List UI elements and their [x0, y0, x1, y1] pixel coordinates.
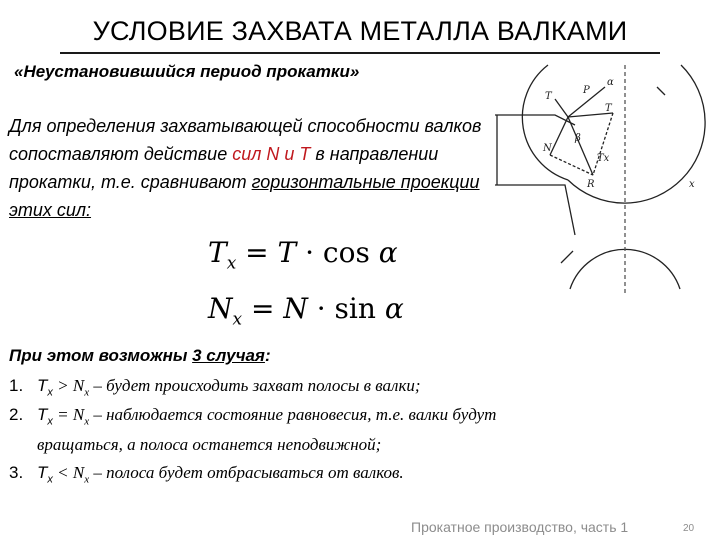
label-r: R: [587, 179, 595, 190]
formula-nx-var: N: [283, 292, 308, 325]
rotation-arrow-upper: [657, 87, 665, 95]
case-relation: <: [52, 463, 73, 482]
strip-bottom-edge: [495, 185, 575, 235]
slide-subtitle: «Неустановившийся период прокатки»: [14, 62, 360, 81]
formula-nx: [208, 292, 404, 330]
case-number: 2.: [9, 405, 24, 424]
formula-nx-angle: α: [384, 292, 404, 325]
case-text: – наблюдается состояние равновесия, т.е. валки будут: [89, 405, 497, 424]
projections-underlined: горизонтальные проекции этих сил:: [9, 172, 480, 220]
case-var-t: T: [37, 376, 48, 395]
case-relation: >: [52, 376, 73, 395]
case-text: – будет происходить захват полосы в валки;: [89, 376, 421, 395]
case-var-n: N: [72, 463, 85, 482]
formula-nx-eq: =: [242, 292, 284, 325]
cases-intro: При этом возможны: [9, 346, 193, 365]
slide-title: УСЛОВИЕ ЗАХВАТА МЕТАЛЛА ВАЛКАМИ: [92, 16, 628, 46]
case-sub: x: [84, 386, 90, 399]
label-side-mark: x: [689, 179, 695, 190]
formula-nx-lhs: N: [208, 292, 233, 325]
case-item: [9, 374, 421, 404]
formula-tx-lhs-sub: x: [226, 253, 237, 274]
case-var-t: T: [37, 405, 48, 424]
case-sub: x: [84, 415, 90, 428]
paragraph-text-2: в направлении прокатки, т.е. сравнивают: [9, 144, 439, 192]
rotation-arrow-lower: [561, 251, 573, 263]
case-sub: x: [47, 386, 53, 399]
forces-highlight: сил N и T: [232, 144, 311, 164]
case-var-n: N: [72, 376, 85, 395]
label-t-right: T: [605, 103, 612, 114]
formula-tx-lhs: T: [208, 236, 227, 269]
label-beta: β: [575, 133, 581, 144]
case-number: 3.: [9, 463, 24, 482]
force-r-vector: [568, 117, 593, 175]
formula-tx: [208, 236, 398, 274]
label-alpha: α: [607, 77, 614, 88]
case-text: – полоса будет отбрасываться от валков.: [89, 463, 404, 482]
formula-nx-func: · sin: [307, 292, 385, 325]
title-underline: [60, 52, 660, 54]
formula-nx-lhs-sub: x: [232, 309, 243, 330]
case-var-n: N: [72, 405, 85, 424]
force-n-vector: [550, 117, 568, 155]
label-n: N: [543, 143, 552, 154]
formula-tx-eq: =: [236, 236, 278, 269]
page-number: 20: [683, 523, 695, 534]
case-item: [9, 461, 404, 491]
parallelogram-edge: [550, 155, 593, 175]
case-item: [9, 403, 496, 457]
label-tx: Tx: [597, 153, 610, 164]
upper-roll-arc-left: [522, 65, 568, 180]
case-sub: x: [84, 473, 90, 486]
formula-tx-var: T: [277, 236, 297, 269]
rolling-force-diagram: [495, 55, 710, 300]
label-p: P: [583, 85, 590, 96]
cases-heading: [9, 346, 271, 366]
paragraph-text-1: Для определения захватывающей способности валков сопоставляют действие: [9, 116, 482, 164]
formula-tx-angle: α: [378, 236, 398, 269]
force-t-vector: [555, 99, 568, 117]
case-sub: x: [47, 473, 53, 486]
label-t: T: [545, 91, 552, 102]
cases-count: 3 случая: [192, 346, 265, 365]
case-number: 1.: [9, 376, 24, 395]
parallelogram-edge-2: [593, 113, 613, 175]
case-sub: x: [47, 415, 53, 428]
case-var-t: T: [37, 463, 48, 482]
formula-tx-func: · cos: [296, 236, 379, 269]
footer-course-title: Прокатное производство, часть 1: [411, 519, 629, 535]
intro-paragraph: [9, 112, 497, 224]
strip-top-edge: [495, 115, 575, 125]
case-relation: =: [52, 405, 73, 424]
cases-colon: :: [264, 346, 271, 365]
case-text-continued: вращаться, а полоса останется неподвижной;: [37, 435, 382, 455]
